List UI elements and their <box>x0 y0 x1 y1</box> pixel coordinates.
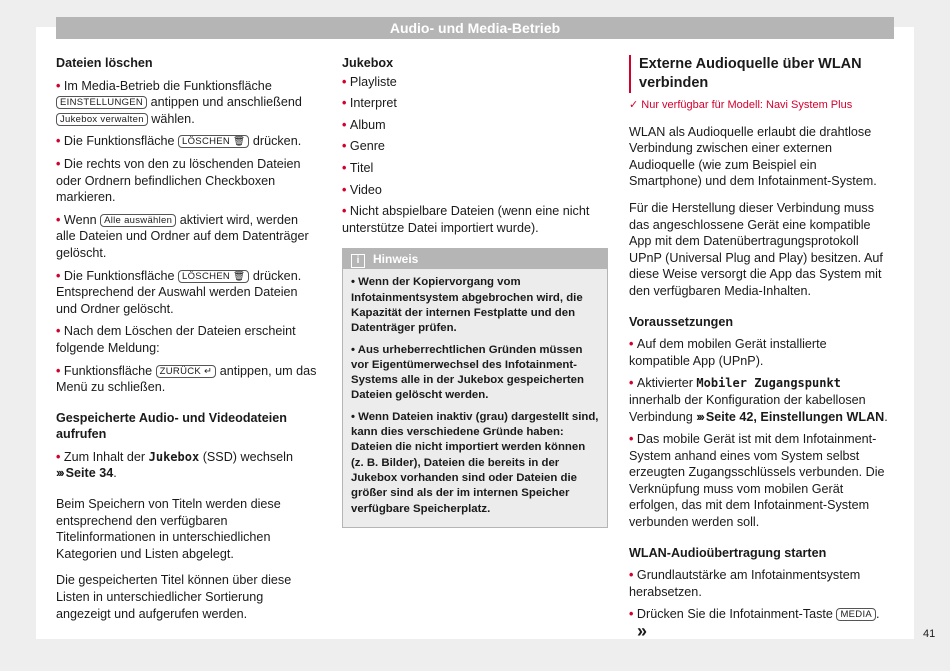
text: Im Media-Betrieb die Funktionsfläche <box>63 78 272 93</box>
jukebox-term: Jukebox <box>148 449 200 464</box>
list-item: • Playliste <box>342 74 608 91</box>
text: Drücken Sie die Infotainment-Taste <box>636 607 833 622</box>
text: Aus urheberrechtlichen Gründen müssen vor Eigentümerwechsel des Infotainment-Systems alle in der Jukebox gespeicherten Dateien gelöscht werden. <box>351 343 584 402</box>
key-label: ZURÜCK <box>159 365 202 377</box>
loeschen-key <box>178 135 249 148</box>
text: (SSD) wechseln <box>202 449 293 464</box>
mobiler-zugangspunkt-term: Mobiler Zugangspunkt <box>696 376 841 391</box>
paragraph: Beim Speichern von Titeln werden diese entsprechend den verfügbaren Titelinformationen in unterschiedlichen Kategorien und Listen abgelegt. <box>56 497 281 561</box>
step-8: • Zum Inhalt der Jukebox (SSD) wechseln ››› Seite 34. <box>56 449 320 482</box>
paragraph: Die gespeicherten Titel können über diese Listen in unterschiedlicher Sortierung angezeigt und aufgerufen werden. <box>56 573 292 621</box>
text: Zum Inhalt der <box>63 449 146 464</box>
column-2 <box>342 55 608 528</box>
heading-gespeicherte: Gespeicherte Audio- und Videodateien aufrufen <box>56 410 287 442</box>
requirement-2: • Aktivierter Mobiler Zugangspunkt innerhalb der Konfiguration der kabellosen Verbindung ››› Seite 42, Einstellungen WLAN. <box>629 375 891 425</box>
hinweis-body <box>343 269 607 526</box>
jukebox-verwalten-key: Jukebox verwalten <box>56 113 148 126</box>
hinweis-title: Hinweis <box>373 252 419 267</box>
paragraph: Für die Herstellung dieser Verbindung muss das angeschlossene Gerät eine kompatible App mit dem Datenübertragungsprotokoll UPnP (Universal Plug and Play) besitzen. Auf diese Weise versorgt die App das System mit den verfügbaren Media-Inhalten. <box>629 200 883 298</box>
reference-arrows-icon: ››› <box>696 409 703 424</box>
step-6: • Nach dem Löschen der Dateien erscheint folgende Meldung: <box>56 323 320 356</box>
text: antippen, um das Menü zu schließen. <box>56 363 317 395</box>
step-5 <box>56 268 320 318</box>
heading-jukebox: Jukebox <box>342 56 394 70</box>
trash-icon: 🗑 <box>233 136 246 148</box>
step-1 <box>56 78 320 128</box>
text: innerhalb der Konfiguration der kabellosen Verbindung <box>629 392 866 424</box>
back-arrow-icon: ↵ <box>203 365 213 377</box>
section-title: Externe Audioquelle über WLAN verbinden <box>629 55 891 93</box>
requirement-3: • Das mobile Gerät ist mit dem Infotainment-System anhand eines vom System selbst erzeugten Zugangsschlüssels verbunden. Die Verknüpfung muss vom mobilen Gerät erfolgen, das mit dem Infotainment-System verbunden werden soll. <box>629 431 891 531</box>
einstellungen-key: EINSTELLUNGEN <box>56 96 147 109</box>
text: Nur verfügbar für Modell: Navi System Plus <box>641 99 853 111</box>
page-reference: Seite 42, Einstellungen WLAN <box>705 409 885 424</box>
list-item: • Interpret <box>342 95 608 112</box>
key-label: LÖSCHEN <box>182 270 231 282</box>
hinweis-item: • Wenn der Kopiervorgang vom Infotainmentsystem abgebrochen wird, die Kapazität der internen Festplatte und den Datenträger prüfen. <box>351 276 583 335</box>
reference-arrows-icon: ››› <box>56 466 63 481</box>
step-2 <box>56 133 320 150</box>
text: Wenn der Kopiervorgang vom Infotainmentsystem abgebrochen wird, die Kapazität der internen Festplatte und den Datenträger prüfen. <box>351 276 583 335</box>
hinweis-box <box>342 248 608 527</box>
step-7 <box>56 363 320 396</box>
info-icon: i <box>351 254 365 268</box>
text: Die Funktionsfläche <box>63 134 175 149</box>
zurueck-key <box>156 365 217 378</box>
trash-icon: 🗑 <box>233 270 246 282</box>
heading-dateien-loeschen: Dateien löschen <box>56 56 153 70</box>
list-item: • Album <box>342 117 608 134</box>
media-key: MEDIA <box>836 608 876 621</box>
page-header: Audio- und Media-Betrieb <box>56 17 894 39</box>
continue-arrow-icon: » <box>637 621 648 642</box>
column-3 <box>629 55 891 648</box>
step-3: • Die rechts von den zu löschenden Dateien oder Ordnern befindlichen Checkboxen markieren. <box>56 156 320 206</box>
requirement-1: • Auf dem mobilen Gerät installierte kompatible App (UPnP). <box>629 336 891 369</box>
check-icon: ✓ <box>629 99 639 111</box>
text: Wenn Dateien inaktiv (grau) dargestellt sind, kann dies verschiedene Gründe haben: Dateien die nicht importiert werden können (z. B. Bilder), Dateien die bereits in der Jukebox vorhanden sind oder Dateien die größer sind als der im internen Speicher verfügbare Speicherplatz. <box>351 410 599 515</box>
list-item: • Genre <box>342 138 608 155</box>
text: drücken. Entsprechend der Auswahl werden Dateien und Ordner gelöscht. <box>56 268 302 316</box>
hinweis-header <box>343 249 607 269</box>
text: aktiviert wird, werden alle Dateien und Ordner auf dem Datenträger gelöscht. <box>56 212 309 260</box>
start-step-2: • Drücken Sie die Infotainment-Taste MEDIA . » <box>629 606 891 641</box>
text: drücken. <box>252 134 302 149</box>
loeschen-key <box>178 270 249 283</box>
alle-auswaehlen-key: Alle auswählen <box>100 214 176 227</box>
heading-voraussetzungen: Voraussetzungen <box>629 314 734 329</box>
list-item: • Video <box>342 182 608 199</box>
step-4 <box>56 212 320 262</box>
hinweis-item: • Wenn Dateien inaktiv (grau) dargestellt sind, kann dies verschiedene Gründe haben: Dateien die nicht importiert werden können (z. B. Bilder), Dateien die bereits in der Jukebox vorhanden sind oder Dateien die größer sind als der im internen Speicher verfügbare Speicherplatz. <box>351 410 599 515</box>
list-item: • Nicht abspielbare Dateien (wenn eine nicht unterstütze Datei importiert wurde). <box>342 203 608 236</box>
hinweis-item: • Aus urheberrechtlichen Gründen müssen vor Eigentümerwechsel des Infotainment-Systems alle in der Jukebox gespeicherten Dateien gelöscht werden. <box>351 343 584 402</box>
column-1 <box>56 55 320 628</box>
list-item: • Titel <box>342 160 608 177</box>
availability-note <box>629 97 891 114</box>
text: Die Funktionsfläche <box>63 268 175 283</box>
text: antippen und anschließend <box>150 95 302 110</box>
text: wählen. <box>151 111 195 126</box>
page-number: 41 <box>923 628 936 640</box>
text: Aktivierter <box>636 376 693 391</box>
paragraph: WLAN als Audioquelle erlaubt die drahtlose Verbindung zwischen einer externen Audioquelle (wie zum Beispiel ein Smartphone) und dem Infotainment-System. <box>629 124 877 189</box>
page-reference: Seite 34 <box>65 466 114 481</box>
text: Wenn <box>63 212 97 227</box>
start-step-1: • Grundlautstärke am Infotainmentsystem herabsetzen. <box>629 567 891 600</box>
text: Funktionsfläche <box>63 363 153 378</box>
key-label: LÖSCHEN <box>182 136 231 148</box>
heading-wlan-start: WLAN-Audioübertragung starten <box>629 545 827 560</box>
